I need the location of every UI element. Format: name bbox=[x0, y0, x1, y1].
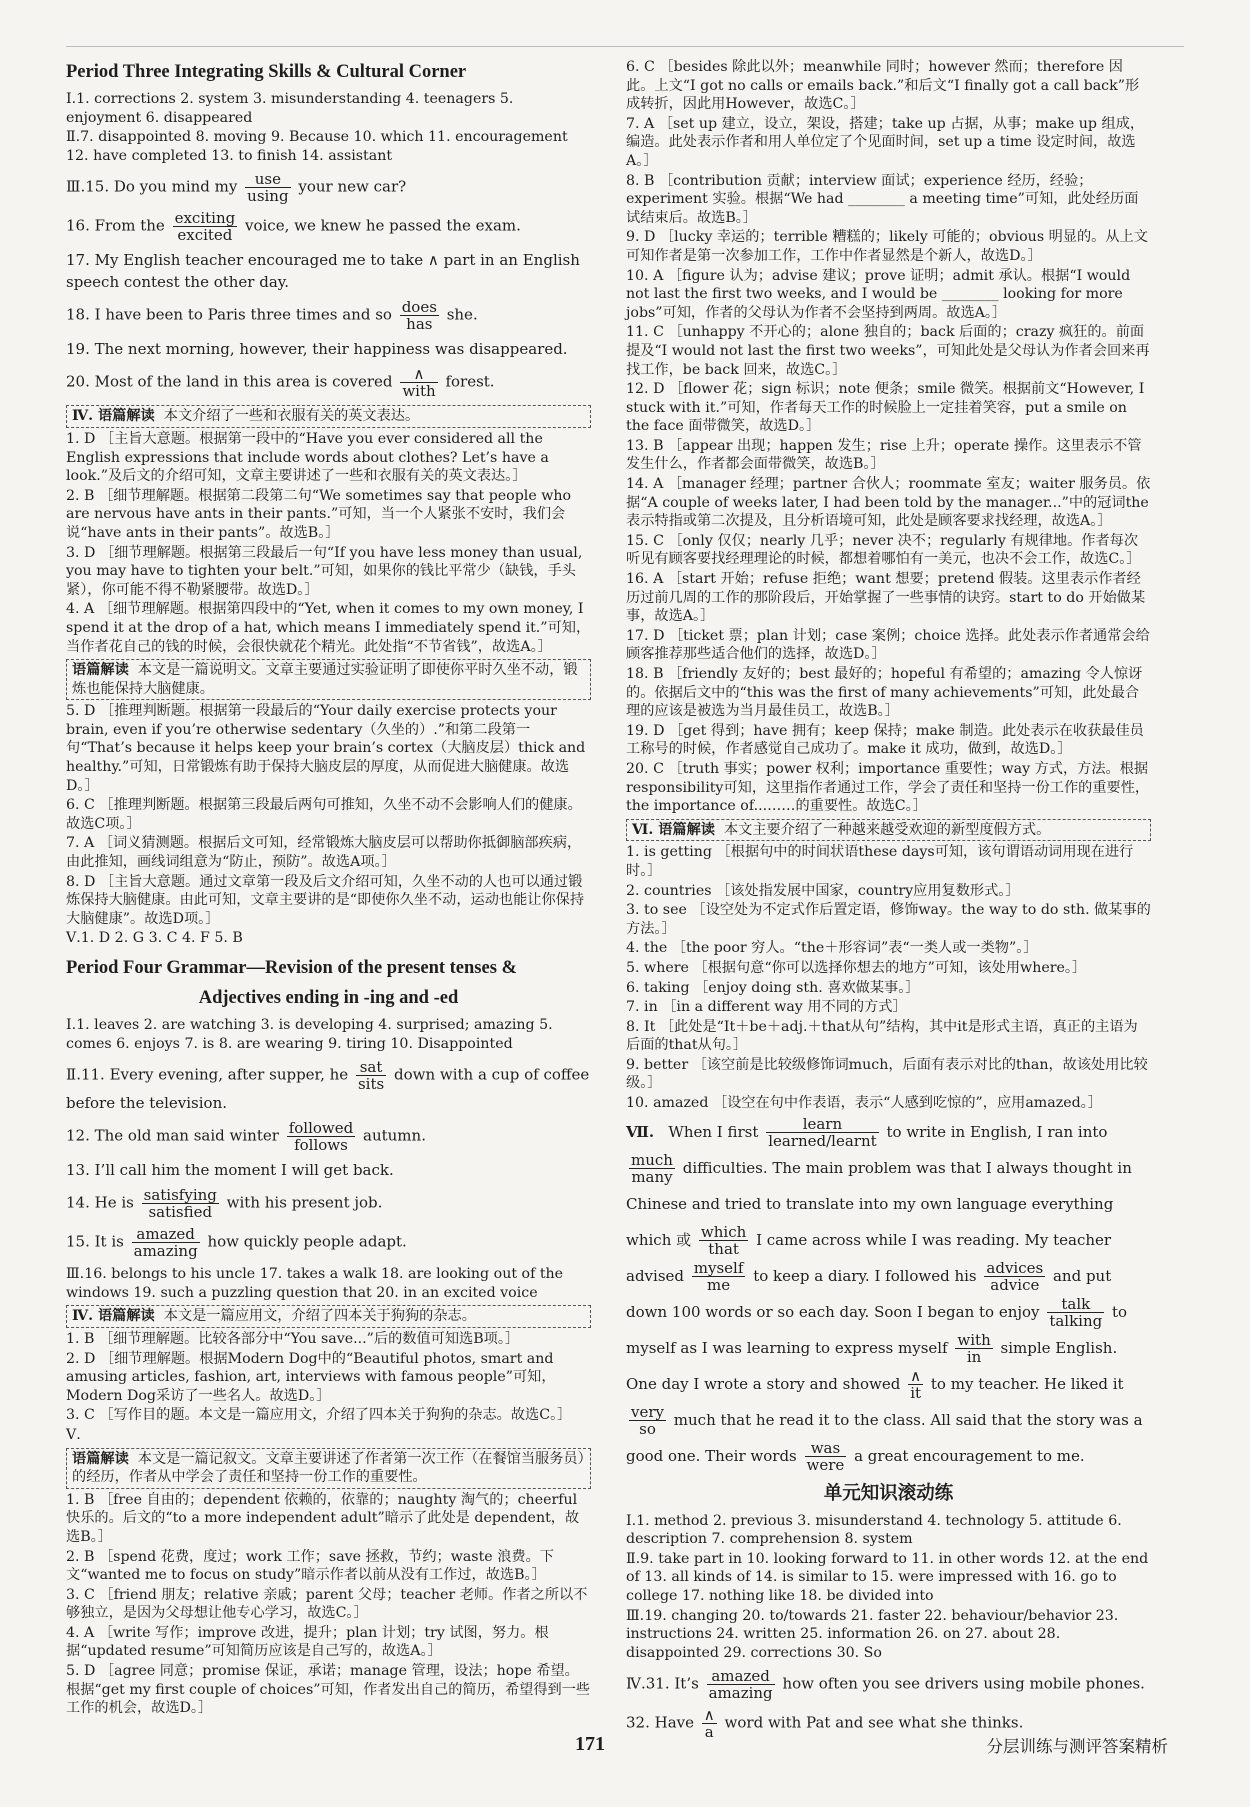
answer-item: 4. the ［the poor 穷人。“the＋形容词”表“一类人或一类物”。］ bbox=[626, 940, 1038, 957]
answer-item: 5. D ［推理判断题。根据第一段最后的“Your daily exercise protects your brain, even if you’re otherwise sedentary（久坐的）.”和第二段第一句“That’s because it helps keep your brain’s cortex（大脑皮层）thick and healthy.”可知，日常锻炼有助于保持大脑皮层的厚度，从而促进大脑健康。故选D。］ bbox=[66, 703, 586, 794]
p3-section-5: Ⅴ.1. D 2. G 3. C 4. F 5. B bbox=[66, 930, 243, 947]
unit-section-3: Ⅲ.19. changing 20. to/towards 21. faster 22. behaviour/behavior 23. instructions 24. written 25. information 26. on 27. about 28. disappointed 29. corrections 30. So bbox=[626, 1607, 1119, 1661]
correction-fraction: $\frac{\text{sat}}{\text{sits}}$ bbox=[357, 1058, 385, 1094]
answer-item: 6. taking ［enjoy doing sth. 喜欢做某事。］ bbox=[626, 979, 920, 996]
correction-fraction: $\frac{\text{talk}}{\text{talking}}$ bbox=[1049, 1295, 1103, 1331]
unit-section-2: Ⅱ.9. take part in 10. looking forward to 11. in other words 12. at the end of 13. all kinds of 14. is similar to 15. were impressed with 16. go to college 17. nothing like 18. be divided into bbox=[626, 1550, 1149, 1605]
correction-fraction: $\frac{\text{was}}{\text{were}}$ bbox=[806, 1439, 845, 1475]
answer-item: 7. A ［set up 建立，设立，架设，搭建；take up 占据，从事；make up 组成，编造。此处表示作者和用人单位定了个见面时间，set up a time 设定时间，故选A。］ bbox=[626, 115, 1145, 169]
correction-fraction: $\frac{\text{myself}}{me}$ bbox=[693, 1259, 744, 1295]
answer-item: 2. B ［细节理解题。根据第二段第二句“We sometimes say that people who are nervous have ants in their pants.”可知，当一个人紧张不安时，我们会说“have ants in their pants”。故选B。］ bbox=[66, 487, 572, 541]
answer-item: 11. C ［unhappy 不开心的；alone 独自的；back 后面的；crazy 疯狂的。前面提及“I would not last the first two weeks”，可知此处是父母认为作者会回来再找工作，be back 回来，故选C。］ bbox=[626, 324, 1150, 378]
correction-fraction: $\frac{\text{very}}{so}$ bbox=[631, 1403, 664, 1439]
answer-item: 1. D ［主旨大意题。根据第一段中的“Have you ever considered all the English expressions that include words about clothes? Let’s have a look.”及后文的介绍可知，文章主要讲述了一些和衣服有关的英文表达。］ bbox=[66, 430, 549, 485]
answer-item: 18. B ［friendly 友好的；best 最好的；hopeful 有希望的；amazing 令人惊讶的。依据后文中的“this was the first of many achievements”可知，此处最合理的应该是被选为当月最佳员工，故选B。］ bbox=[626, 666, 1143, 720]
correction-fraction: $\frac{\text{exciting}}{\text{excited}}$ bbox=[174, 209, 236, 245]
period-three-title: Period Three Integrating Skills & Cultural Corner bbox=[66, 62, 467, 82]
correction-31: Ⅳ.31. It’s $\frac{\text{amazed}}{\text{amazing}}$ how often you see drivers using mobile phones. bbox=[626, 1667, 1145, 1703]
correction-fraction: $\frac{\text{much}}{\text{many}}$ bbox=[631, 1151, 673, 1187]
passage-summary-box: 语篇解读 本文是一篇记叙文。文章主要讲述了作者第一次工作（在餐馆当服务员）的经历，作者从中学会了责任和坚持一份工作的重要性。 bbox=[66, 1448, 591, 1489]
correction-fraction: $\frac{\text{satisfying}}{\text{satisfied}}$ bbox=[143, 1186, 217, 1222]
answer-item: 3. D ［细节理解题。根据第三段最后一句“If you have less money than usual, you may have to tighten your belt.”可知，如果你的钱比平常少（缺钱，手头紧），你可能不得不勒紧腰带。故选D。］ bbox=[66, 544, 583, 598]
correction-fraction: $\frac{\wedge}{a}$ bbox=[703, 1706, 715, 1742]
correction-fraction: $\frac{\text{advices}}{\text{advice}}$ bbox=[986, 1259, 1044, 1295]
correction-13: 13. I’ll call him the moment I will get back. bbox=[66, 1161, 394, 1180]
passage-summary-box: 语篇解读 本文是一篇说明文。文章主要通过实验证明了即使你平时久坐不动，锻炼也能保持大脑健康。 bbox=[66, 659, 591, 700]
passage-summary-box: Ⅳ. 语篇解读 本文介绍了一些和衣服有关的英文表达。 bbox=[66, 405, 591, 428]
p4-section-1: Ⅰ.1. leaves 2. are watching 3. is developing 4. surprised; amazing 5. comes 6. enjoys 7. is 8. are wearing 9. tiring 10. Disappointed bbox=[66, 1017, 553, 1052]
answer-item: 5. where ［根据句意“你可以选择你想去的地方”可知，该处用where。］ bbox=[626, 959, 1087, 976]
answer-item: 2. countries ［该处指发展中国家，country应用复数形式。］ bbox=[626, 882, 1020, 899]
answer-item: 4. A ［write 写作；improve 改进，提升；plan 计划；try 试图，努力。根据“updated resume”可知简历应该是自己写的，故选A。］ bbox=[66, 1624, 549, 1660]
correction-17: 17. My English teacher encouraged me to take ∧ part in an English speech contest the other day. bbox=[66, 251, 580, 292]
correction-12: 12. The old man said winter $\frac{\text{followed}}{\text{follows}}$ autumn. bbox=[66, 1119, 426, 1155]
correction-fraction: $\frac{\text{amazed}}{\text{amazing}}$ bbox=[708, 1667, 773, 1703]
answer-item: 3. to see ［设空处为不定式作后置定语，修饰way。the way to do sth. 做某事的方法。］ bbox=[626, 902, 1151, 937]
answer-item: 7. A ［词义猜测题。根据后文可知，经常锻炼大脑皮层可以帮助你抵御脑部疾病，由此推知，画线词组意为“防止，预防”。故选A项。］ bbox=[66, 835, 582, 871]
correction-fraction: $\frac{\wedge}{\text{with}}$ bbox=[402, 365, 436, 401]
unit-section-1: Ⅰ.1. method 2. previous 3. misunderstand 4. technology 5. attitude 6. description 7. comprehension 8. system bbox=[626, 1512, 1122, 1548]
correction-fraction: $\frac{\text{amazed}}{\text{amazing}}$ bbox=[133, 1225, 198, 1261]
top-rule bbox=[66, 46, 1184, 47]
correction-fraction: $\frac{\text{followed}}{\text{follows}}$ bbox=[288, 1119, 354, 1155]
correction-fraction: $\frac{\text{which}}{\text{that}}$ bbox=[700, 1223, 747, 1259]
answer-item: 3. C ［friend 朋友；relative 亲戚；parent 父母；teacher 老师。作者之所以不够独立，是因为父母想让他专心学习，故选C。］ bbox=[66, 1586, 588, 1622]
answer-item: 1. is getting ［根据句中的时间状语these days可知，该句谓语动词用现在进行时。］ bbox=[626, 844, 1134, 879]
answer-item: 2. D ［细节理解题。根据Modern Dog中的“Beautiful photos, smart and amusing articles, fashion, art, interviews with famous people”可知，Modern Dog采访了一些名人。故选D。］ bbox=[66, 1350, 556, 1404]
correction-20: 20. Most of the land in this area is covered $\frac{\wedge}{\text{with}}$ forest. bbox=[66, 365, 495, 401]
passage-summary-box: Ⅳ. 语篇解读 本文是一篇应用文，介绍了四本关于狗狗的杂志。 bbox=[66, 1305, 591, 1328]
footer-caption: 分层训练与测评答案精析 bbox=[986, 1737, 1168, 1756]
unit-review-title: 单元知识滚动练 bbox=[823, 1483, 954, 1504]
answer-item: 12. D ［flower 花；sign 标识；note 便条；smile 微笑。根据前文“However, I stuck with it.”可知，作者每天工作的时候脸上一定挂着笑容，put a smile on the face 面带微笑，故选D。］ bbox=[626, 381, 1145, 435]
p4-section-5: Ⅴ. bbox=[66, 1426, 81, 1443]
correction-fraction: $\frac{\wedge}{it}$ bbox=[910, 1367, 922, 1403]
p3-section-1: Ⅰ.1. corrections 2. system 3. misunderstanding 4. teenagers 5. enjoyment 6. disappeared bbox=[66, 91, 514, 126]
answer-item: 3. C ［写作目的题。本文是一篇应用文，介绍了四本关于狗狗的杂志。故选C。］ bbox=[66, 1407, 572, 1424]
answer-item: 20. C ［truth 事实；power 权利；importance 重要性；way 方式，方法。根据responsibility可知，这里指作者通过工作，学会了责任和坚持一份工作的重要性，the importance of...……的重要性。故选C。］ bbox=[626, 760, 1150, 815]
answer-item: 7. in ［in a different way 用不同的方式］ bbox=[626, 999, 907, 1016]
answer-item: 6. C ［besides 除此以外；meanwhile 同时；however 然而；therefore 因此。上文“I got no calls or emails back.”和后文“I finally got a call back”形成转折，因此用However，故选C。］ bbox=[626, 59, 1140, 113]
answer-item: 14. A ［manager 经理；partner 合伙人；roommate 室友；waiter 服务员。依据“A couple of weeks later, I had been told by the manager...”中的冠词the表示特指或第二次提及，且分析语境可知，此处是顾客要求找经理，故选A。］ bbox=[626, 476, 1151, 530]
answer-item: 8. It ［此处是“It＋be＋adj.＋that从句”结构，其中it是形式主语，真正的主语为后面的that从句。］ bbox=[626, 1018, 1138, 1054]
answer-item: 10. A ［figure 认为；advise 建议；prove 证明；admit 承认。根据“I would not last the first two weeks, and I would be ________ looking for more jobs”可知，作者的父母认为作者不会坚持到两周。故选A。］ bbox=[626, 267, 1131, 321]
correction-18: 18. I have been to Paris three times and so $\frac{\text{does}}{\text{has}}$ she. bbox=[66, 298, 478, 334]
answer-item: 6. C ［推理判断题。根据第三段最后两句可推知，久坐不动不会影响人们的健康。故选C项。］ bbox=[66, 797, 582, 832]
correction-fraction: $\frac{\text{learn}}{\text{learned/learnt}}$ bbox=[768, 1115, 877, 1151]
answer-item: 2. B ［spend 花费，度过；work 工作；save 拯救，节约；waste 浪费。下文“wanted me to focus on study”暗示作者以前从没有工作过，故选B。］ bbox=[66, 1548, 554, 1584]
correction-19: 19. The next morning, however, their happiness was disappeared. bbox=[66, 340, 568, 359]
answer-item: 13. B ［appear 出现；happen 发生；rise 上升；operate 操作。这里表示不管发生什么，作者都会面带微笑，故选B。］ bbox=[626, 437, 1142, 473]
answer-item: 17. D ［ticket 票；plan 计划；case 案例；choice 选择。此处表示作者通常会给顾客推荐那些适合他们的选择，故选D。］ bbox=[626, 627, 1150, 663]
p3-section-2: Ⅱ.7. disappointed 8. moving 9. Because 10. which 11. encouragement 12. have completed 13. to finish 14. assistant bbox=[66, 129, 568, 164]
page-number: 171 bbox=[575, 1733, 605, 1755]
correction-fraction: $\frac{\text{does}}{\text{has}}$ bbox=[401, 298, 437, 334]
p4-section-3: Ⅲ.16. belongs to his uncle 17. takes a walk 18. are looking out of the windows 19. such a puzzling question that 20. in an excited voice bbox=[66, 1266, 564, 1301]
period-four-title: Period Four Grammar—Revision of the present tenses & bbox=[66, 958, 517, 978]
period-four-subtitle: Adjectives ending in -ing and -ed bbox=[198, 988, 459, 1008]
answer-item: 1. B ［free 自由的；dependent 依赖的，依靠的；naughty 淘气的；cheerful 快乐的。后文的“to a more independent adult”暗示了此处是 dependent，故选B。］ bbox=[66, 1491, 580, 1545]
answer-item: 8. B ［contribution 贡献；interview 面试；experience 经历，经验；experiment 实验。根据“We had ________ a meeting time”可知，此处经历面试结束后。故选B。］ bbox=[626, 172, 1139, 226]
answer-item: 8. D ［主旨大意题。通过文章第一段及后文介绍可知，久坐不动的人也可以通过锻炼保持大脑健康。由此可知，文章主要讲的是“即使你久坐不动，运动也能让你保持大脑健康”。故选D项。］ bbox=[66, 873, 585, 927]
correction-14: 14. He is $\frac{\text{satisfying}}{\text{satisfied}}$ with his present job. bbox=[66, 1186, 383, 1222]
correction-15b: 15. It is $\frac{\text{amazed}}{\text{amazing}}$ how quickly people adapt. bbox=[66, 1225, 407, 1261]
correction-fraction: $\frac{\text{use}}{using}$ bbox=[247, 170, 289, 206]
correction-32: 32. Have $\frac{\wedge}{a}$ word with Pat and see what she thinks. bbox=[626, 1706, 1024, 1742]
correction-16: 16. From the $\frac{\text{exciting}}{\text{excited}}$ voice, we knew he passed the exam. bbox=[66, 209, 521, 245]
right-column bbox=[626, 58, 1151, 1746]
answer-item: 9. better ［该空前是比较级修饰词much，后面有表示对比的than，故该处用比较级。］ bbox=[626, 1056, 1148, 1092]
answer-item: 16. A ［start 开始；refuse 拒绝；want 想要；pretend 假装。这里表示作者经历过前几周的工作的那阶段后，开始掌握了一些事情的诀窍。start to do 开始做某事，故选A。］ bbox=[626, 571, 1146, 625]
answer-item: 5. D ［agree 同意；promise 保证，承诺；manage 管理，设法；hope 希望。根据“get my first couple of choices”可知，作者发出自己的简历，希望得到一些工作的机会，故选D。］ bbox=[66, 1663, 591, 1717]
answer-item: 4. A ［细节理解题。根据第四段中的“Yet, when it comes to my own money, I spend it at the drop of a hat, which means I immediately spend it.”可知，当作者花自己的钱的时候，会很快就花个精光。此处指“不节省钱”，故选A。］ bbox=[66, 601, 591, 655]
passage-summary-box: Ⅵ. 语篇解读 本文主要介绍了一种越来越受欢迎的新型度假方式。 bbox=[626, 819, 1151, 842]
answer-item: 10. amazed ［设空在句中作表语，表示“人感到吃惊的”，应用amazed。］ bbox=[626, 1095, 1102, 1112]
answer-item: 1. B ［细节理解题。比较各部分中“You save...”后的数值可知选B项。］ bbox=[66, 1330, 520, 1347]
correction-fraction: $\frac{\text{with}}{in}$ bbox=[957, 1331, 991, 1367]
left-column bbox=[66, 58, 591, 1719]
answer-item: 15. C ［only 仅仅；nearly 几乎；never 决不；regularly 有规律地。作者每次听见有顾客要找经理理论的时候，都想着哪怕有一美元，也决不会工作，故选C。］ bbox=[626, 532, 1141, 568]
answer-item: 19. D ［get 得到；have 拥有；keep 保持；make 制造。此处表示在收获最佳员工称号的时候，作者感觉自己成功了。make it 成功，做到，故选D。］ bbox=[626, 722, 1144, 758]
correction-11: Ⅱ.11. Every evening, after supper, he $\frac{\text{sat}}{\text{sits}}$ down with a cup of coffee before the television. bbox=[66, 1058, 590, 1113]
answer-item: 9. D ［lucky 幸运的；terrible 糟糕的；likely 可能的；obvious 明显的。从上文可知作者是第一次参加工作，工作中作者显然是个新人，故选D。］ bbox=[626, 229, 1148, 264]
error-correction-passage: Ⅶ. When I first $\frac{\text{learn}}{\text{learned/learnt}}$ to write in English, I ran into $\frac{\text{much}}{\text{many}}$ difficulties. The main problem was that I always thought in Chinese and tried to translate into my own language everything which 或 $\frac{\text{which}}{\text{that}}$ I came across while I was reading. My teacher advised $\frac{\text{myself}}{me}$ to keep a diary. I followed his $\frac{\text{advices}}{\text{advice}}$ and put down 100 words or so each day. Soon I began to enjoy $\frac{\text{talk}}{\text{talking}}$ to myself as I was learning to express myself $\frac{\text{with}}{in}$ simple English. One day I wrote a story and showed $\frac{\wedge}{it}$ to my teacher. He liked it $\frac{\text{very}}{so}$ much that he read it to the class. All said that the story was a good one. Their words $\frac{\text{was}}{\text{were}}$ a great encouragement to me. bbox=[626, 1115, 1143, 1475]
correction-15: Ⅲ.15. Do you mind my $\frac{\text{use}}{using}$ your new car? bbox=[66, 170, 407, 206]
